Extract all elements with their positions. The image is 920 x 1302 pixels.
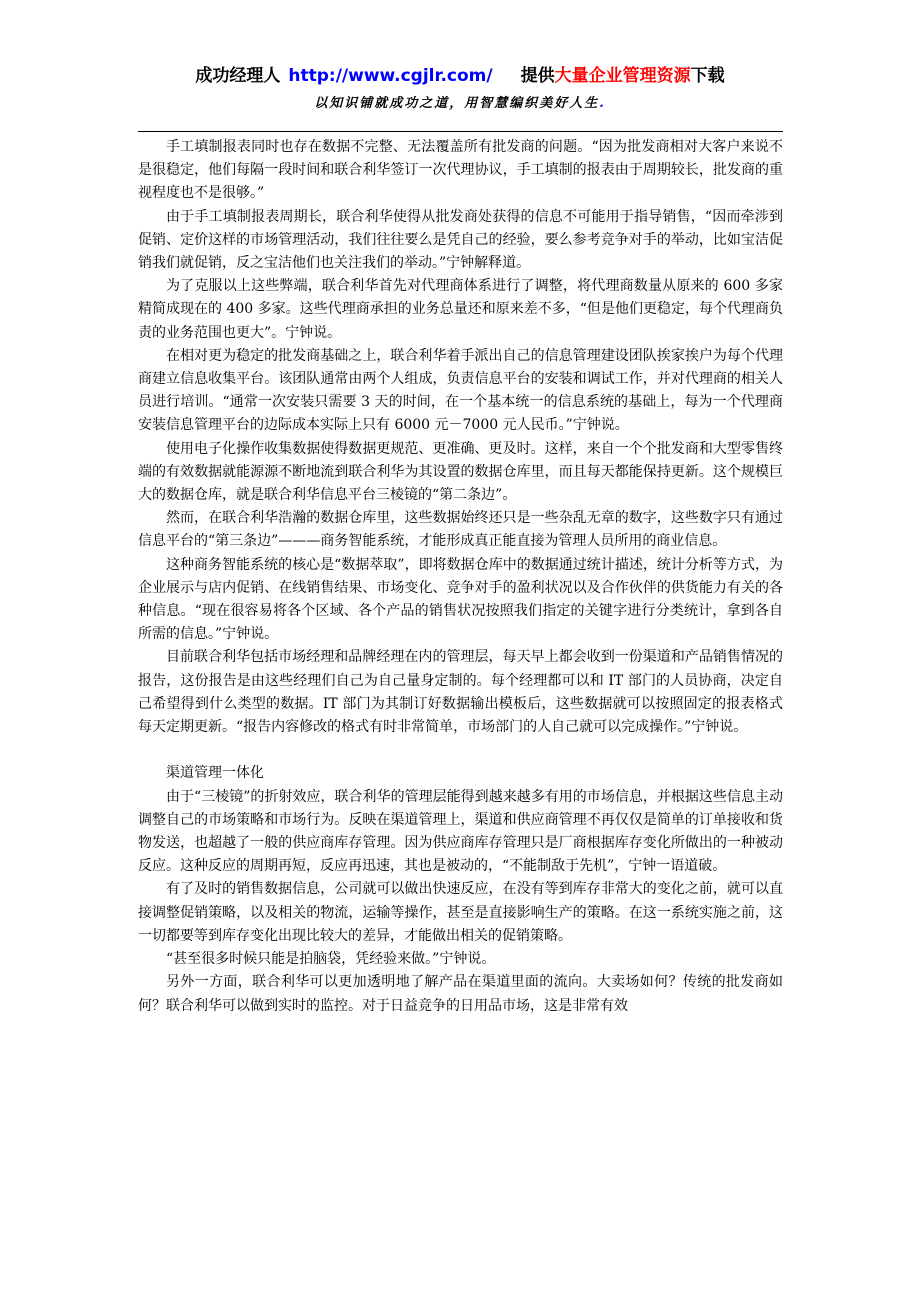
paragraph: 这种商务智能系统的核心是“数据萃取”，即将数据仓库中的数据通过统计描述，统计分析等方式，为企业展示与店内促销、在线销售结果、市场变化、竞争对手的盈利状况以及合作伙伴的供货能力有关的各种信息。“现在很容易将各个区域、各个产品的销售状况按照我们指定的关键字进行分类统计，拿到各自所需的信息。”宁钟说。 — [138, 556, 783, 643]
offer-prefix: 提供 — [520, 66, 555, 86]
article-body — [138, 136, 783, 1018]
paragraph: 然而，在联合利华浩瀚的数据仓库里，这些数据始终还只是一些杂乱无章的数字，这些数字只有通过信息平台的“第三条边”———商务智能系统，才能形成真正能直接为管理人员所用的商业信息。 — [138, 510, 783, 550]
paragraph: 由于“三棱镜”的折射效应，联合利华的管理层能得到越来越多有用的市场信息，并根据这些信息主动调整自己的市场策略和市场行为。反映在渠道管理上，渠道和供应商管理不再仅仅是简单的订单接收和货物发送，也超越了一般的供应商库存管理。因为供应商库存管理只是厂商根据库存变化所做出的一种被动反应。这种反应的周期再短，反应再迅速，其也是被动的，“不能制敌于先机”，宁钟一语道破。 — [138, 788, 783, 875]
paragraph: 目前联合利华包括市场经理和品牌经理在内的管理层，每天早上都会收到一份渠道和产品销售情况的报告，这份报告是由这些经理们自己为自己量身定制的。每个经理都可以和 IT 部门的人员协商，决定自己希望得到什么类型的数据。IT 部门为其制订好数据输出模板后，这些数据就可以按照固定的报表格式每天定期更新。“报告内容修改的格式有时非常简单，市场部门的人自己就可以完成操作。”宁钟说。 — [138, 649, 783, 736]
paragraph: 另外一方面，联合利华可以更加透明地了解产品在渠道里面的流向。大卖场如何？传统的批发商如何？联合利华可以做到实时的监控。对于日益竞争的日用品市场，这是非常有效 — [138, 974, 783, 1014]
paragraph: 有了及时的销售数据信息，公司就可以做出快速反应，在没有等到库存非常大的变化之前，就可以直接调整促销策略，以及相关的物流，运输等操作，甚至是直接影响生产的策略。在这一系统实施之前，这一切都要等到库存变化出现比较大的差异，才能做出相关的促销策略。 — [138, 881, 783, 944]
brand-name: 成功经理人 — [195, 66, 281, 86]
section-heading: 渠道管理一体化 — [166, 765, 264, 782]
header-slogan — [0, 94, 920, 114]
paragraph: “甚至很多时候只能是拍脑袋，凭经验来做。”宁钟说。 — [166, 951, 496, 968]
slogan-end-mark: . — [599, 96, 606, 111]
paragraph: 使用电子化操作收集数据使得数据更规范、更准确、更及时。这样，来自一个个批发商和大型零售终端的有效数据就能源源不断地流到联合利华为其设置的数据仓库里，而且每天都能保持更新。这个规模巨大的数据仓库，就是联合利华信息平台三棱镜的“第二条边”。 — [138, 440, 783, 504]
header-divider — [138, 131, 783, 132]
page-header — [0, 64, 920, 88]
paragraph: 为了克服以上这些弊端，联合利华首先对代理商体系进行了调整，将代理商数量从原来的 600 多家精简成现在的 400 多家。这些代理商承担的业务总量还和原来差不多，“但是他们更稳定，每个代理商负责的业务范围也更大”。宁钟说。 — [138, 278, 783, 341]
slogan-text: 以知识铺就成功之道，用智慧编织美好人生 — [314, 96, 600, 111]
offer-highlight: 大量企业管理资源 — [554, 66, 691, 86]
paragraph: 由于手工填制报表周期长，联合利华使得从批发商处获得的信息不可能用于指导销售，“因而牵涉到促销、定价这样的市场管理活动，我们往往要么是凭自己的经验，要么参考竞争对手的举动，比如宝洁促销我们就促销，反之宝洁他们也关注我们的举动。”宁钟解释道。 — [138, 208, 783, 272]
paragraph: 在相对更为稳定的批发商基础之上，联合利华着手派出自己的信息管理建设团队挨家挨户为每个代理商建立信息收集平台。该团队通常由两个人组成，负责信息平台的安装和调试工作，并对代理商的相关人员进行培训。“通常一次安装只需要 3 天的时间，在一个基本统一的信息系统的基础上，每为一个代理商安装信息管理平台的边际成本实际上只有 6000 元－7000 元人民币。”宁钟说。 — [138, 347, 783, 434]
site-link[interactable]: http://www.cgjlr.com/ — [288, 66, 493, 86]
section-spacer — [138, 739, 783, 762]
offer-suffix: 下载 — [690, 66, 725, 86]
paragraph: 手工填制报表同时也存在数据不完整、无法覆盖所有批发商的问题。“因为批发商相对大客户来说不是很稳定，他们每隔一段时间和联合利华签订一次代理协议，手工填制的报表由于周期较长，批发商的重视程度也不是很够。” — [138, 139, 783, 202]
